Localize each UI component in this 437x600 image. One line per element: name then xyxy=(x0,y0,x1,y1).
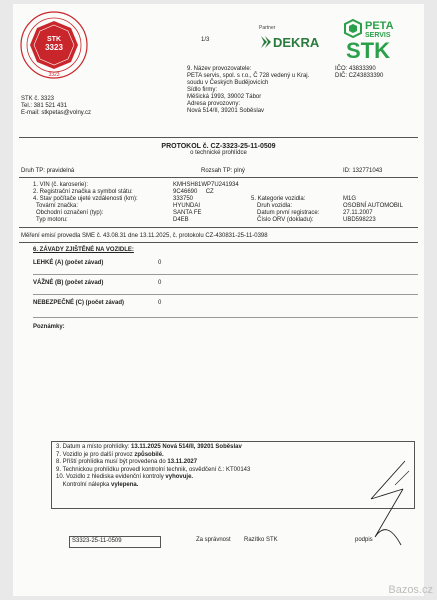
notes-label: Poznámky: xyxy=(33,324,65,330)
station-contact xyxy=(21,96,91,117)
plate-label: 2. Registrační značka a symbol státu: xyxy=(33,189,133,195)
vehicle-values xyxy=(173,182,239,224)
result-line: Kontrolní nálepka vylepena. xyxy=(56,481,139,488)
kind-value: OSOBNÍ AUTOMOBIL xyxy=(343,203,403,209)
vin-label: 1. VIN (č. karoserie): xyxy=(33,182,89,188)
engine-value: D4EB xyxy=(173,217,189,223)
divider xyxy=(19,137,418,138)
category-value: M1G xyxy=(343,196,357,202)
page-number: 1/3 xyxy=(201,37,210,43)
emission-note: Měření emisí provedla SME č. 43.08.31 dne 13.11.2025, č. protokolu CZ-430831-25-11-0398 xyxy=(21,233,268,239)
dekra-text: DEKRA xyxy=(273,35,320,50)
ico: IČO: 43833390 xyxy=(335,66,376,72)
result-line: 9. Technickou prohlídku provedl kontrolní technik, osvědčení č.: KT00143 xyxy=(56,466,251,473)
inspection-scope: Rozsah TP: plný xyxy=(201,168,245,174)
footer-protocol-number: S3323-25-11-0509 xyxy=(72,537,122,544)
defects-light-label: LEHKÉ (A) (počet závad) xyxy=(33,260,104,266)
dekra-logo xyxy=(261,34,321,53)
inspection-id: ID: 132771043 xyxy=(343,168,383,174)
orv-label: Číslo ORV (dokladu): xyxy=(257,217,314,223)
seal-bottom-number: 3323 xyxy=(48,72,60,78)
defects-heading: 6. ZÁVADY ZJIŠTĚNÉ NA VOZIDLE: xyxy=(33,247,134,253)
stk-text: STK xyxy=(346,38,390,62)
vehicle-right-values xyxy=(343,196,403,224)
protocol-subtitle: o technické prohlídce xyxy=(190,150,247,156)
za-spravnost-label: Za správnost xyxy=(196,537,231,543)
operator-line: Měšická 1993, 39002 Tábor xyxy=(187,94,262,100)
operator-line: PETA servis, spol. s r.o., Č 728 vedený u Kraj. xyxy=(187,73,310,79)
model-value: SANTA FE xyxy=(173,210,202,216)
inspection-protocol-page xyxy=(13,4,424,596)
divider xyxy=(19,227,418,228)
category-label: 5. Kategorie vozidla: xyxy=(251,196,306,202)
defects-serious-label: VÁŽNÉ (B) (počet závad) xyxy=(33,280,104,286)
seal-number: 3323 xyxy=(45,43,63,52)
odometer-label: 4. Stav počítače ujeté vzdálenosti (km): xyxy=(33,196,138,202)
razitko-label: Razítko STK xyxy=(244,537,278,543)
stk-seal-logo xyxy=(19,10,89,80)
defects-serious-value: 0 xyxy=(158,280,162,286)
station-number: STK č. 3323 xyxy=(21,96,55,102)
result-line: 7. Vozidlo je pro další provoz způsobilé. xyxy=(56,451,164,458)
plate-value: 9C46690 CZ xyxy=(173,189,214,195)
vin-value: KMHSH81WP7U241934 xyxy=(173,182,239,188)
odometer-value: 333750 xyxy=(173,196,194,202)
result-line: 8. Příští prohlídka musí být provedena do 13.11.2027 xyxy=(56,459,198,465)
podpis-label: podpis xyxy=(355,537,373,543)
station-email: E-mail: stkpetas@volny.cz xyxy=(21,110,91,116)
orv-value: UBD598223 xyxy=(343,217,376,223)
partner-label: Partner xyxy=(259,25,276,31)
defects-light-value: 0 xyxy=(158,260,162,266)
protocol-title: PROTOKOL č. CZ-3323-25-11-0509 xyxy=(161,143,276,150)
engine-label: Typ motoru: xyxy=(36,217,68,223)
operator-block xyxy=(187,66,309,115)
peta-text: PETA xyxy=(365,20,394,32)
inspection-type: Druh TP: pravidelná xyxy=(21,168,75,174)
make-value: HYUNDAI xyxy=(173,203,201,209)
operator-line: 9. Název provozovatele: xyxy=(187,66,252,72)
servis-text: SERVIS xyxy=(365,32,391,39)
operator-line: Adresa provozovny: xyxy=(187,101,241,107)
station-phone: Tel.: 381 521 431 xyxy=(21,103,68,109)
operator-line: Nová 514/II, 39201 Soběslav xyxy=(187,108,265,114)
kind-label: Druh vozidla: xyxy=(257,203,293,209)
model-label: Obchodní označení (typ): xyxy=(36,210,104,216)
make-label: Tovární značka: xyxy=(36,203,79,209)
divider xyxy=(19,177,418,178)
row-separator xyxy=(33,317,418,318)
first-reg-label: Datum první registrace: xyxy=(257,210,320,216)
vehicle-labels xyxy=(33,182,138,224)
row-separator xyxy=(33,274,418,275)
defects-dangerous-label: NEBEZPEČNÉ (C) (počet závad) xyxy=(33,300,125,306)
operator-line: Sídlo firmy: xyxy=(187,87,218,93)
row-separator xyxy=(33,294,418,295)
first-reg-value: 27.11.2007 xyxy=(343,210,373,216)
watermark: Bazos.cz xyxy=(388,584,433,596)
defects-dangerous-value: 0 xyxy=(158,300,162,306)
peta-servis-stk-logo xyxy=(343,18,423,65)
dic: DIČ: CZ43833390 xyxy=(335,73,384,79)
result-lines xyxy=(56,444,250,489)
seal-top-text: STK xyxy=(47,36,61,43)
divider xyxy=(19,242,418,243)
vehicle-right-labels xyxy=(251,196,319,224)
result-line: 3. Datum a místo prohlídky: 13.11.2025 Nová 514/II, 39201 Soběslav xyxy=(56,444,242,450)
result-line: 10. Vozidlo z hlediska evidenční kontroly vyhovuje. xyxy=(56,474,194,480)
operator-line: soudu v Českých Budějovicích xyxy=(187,80,269,86)
